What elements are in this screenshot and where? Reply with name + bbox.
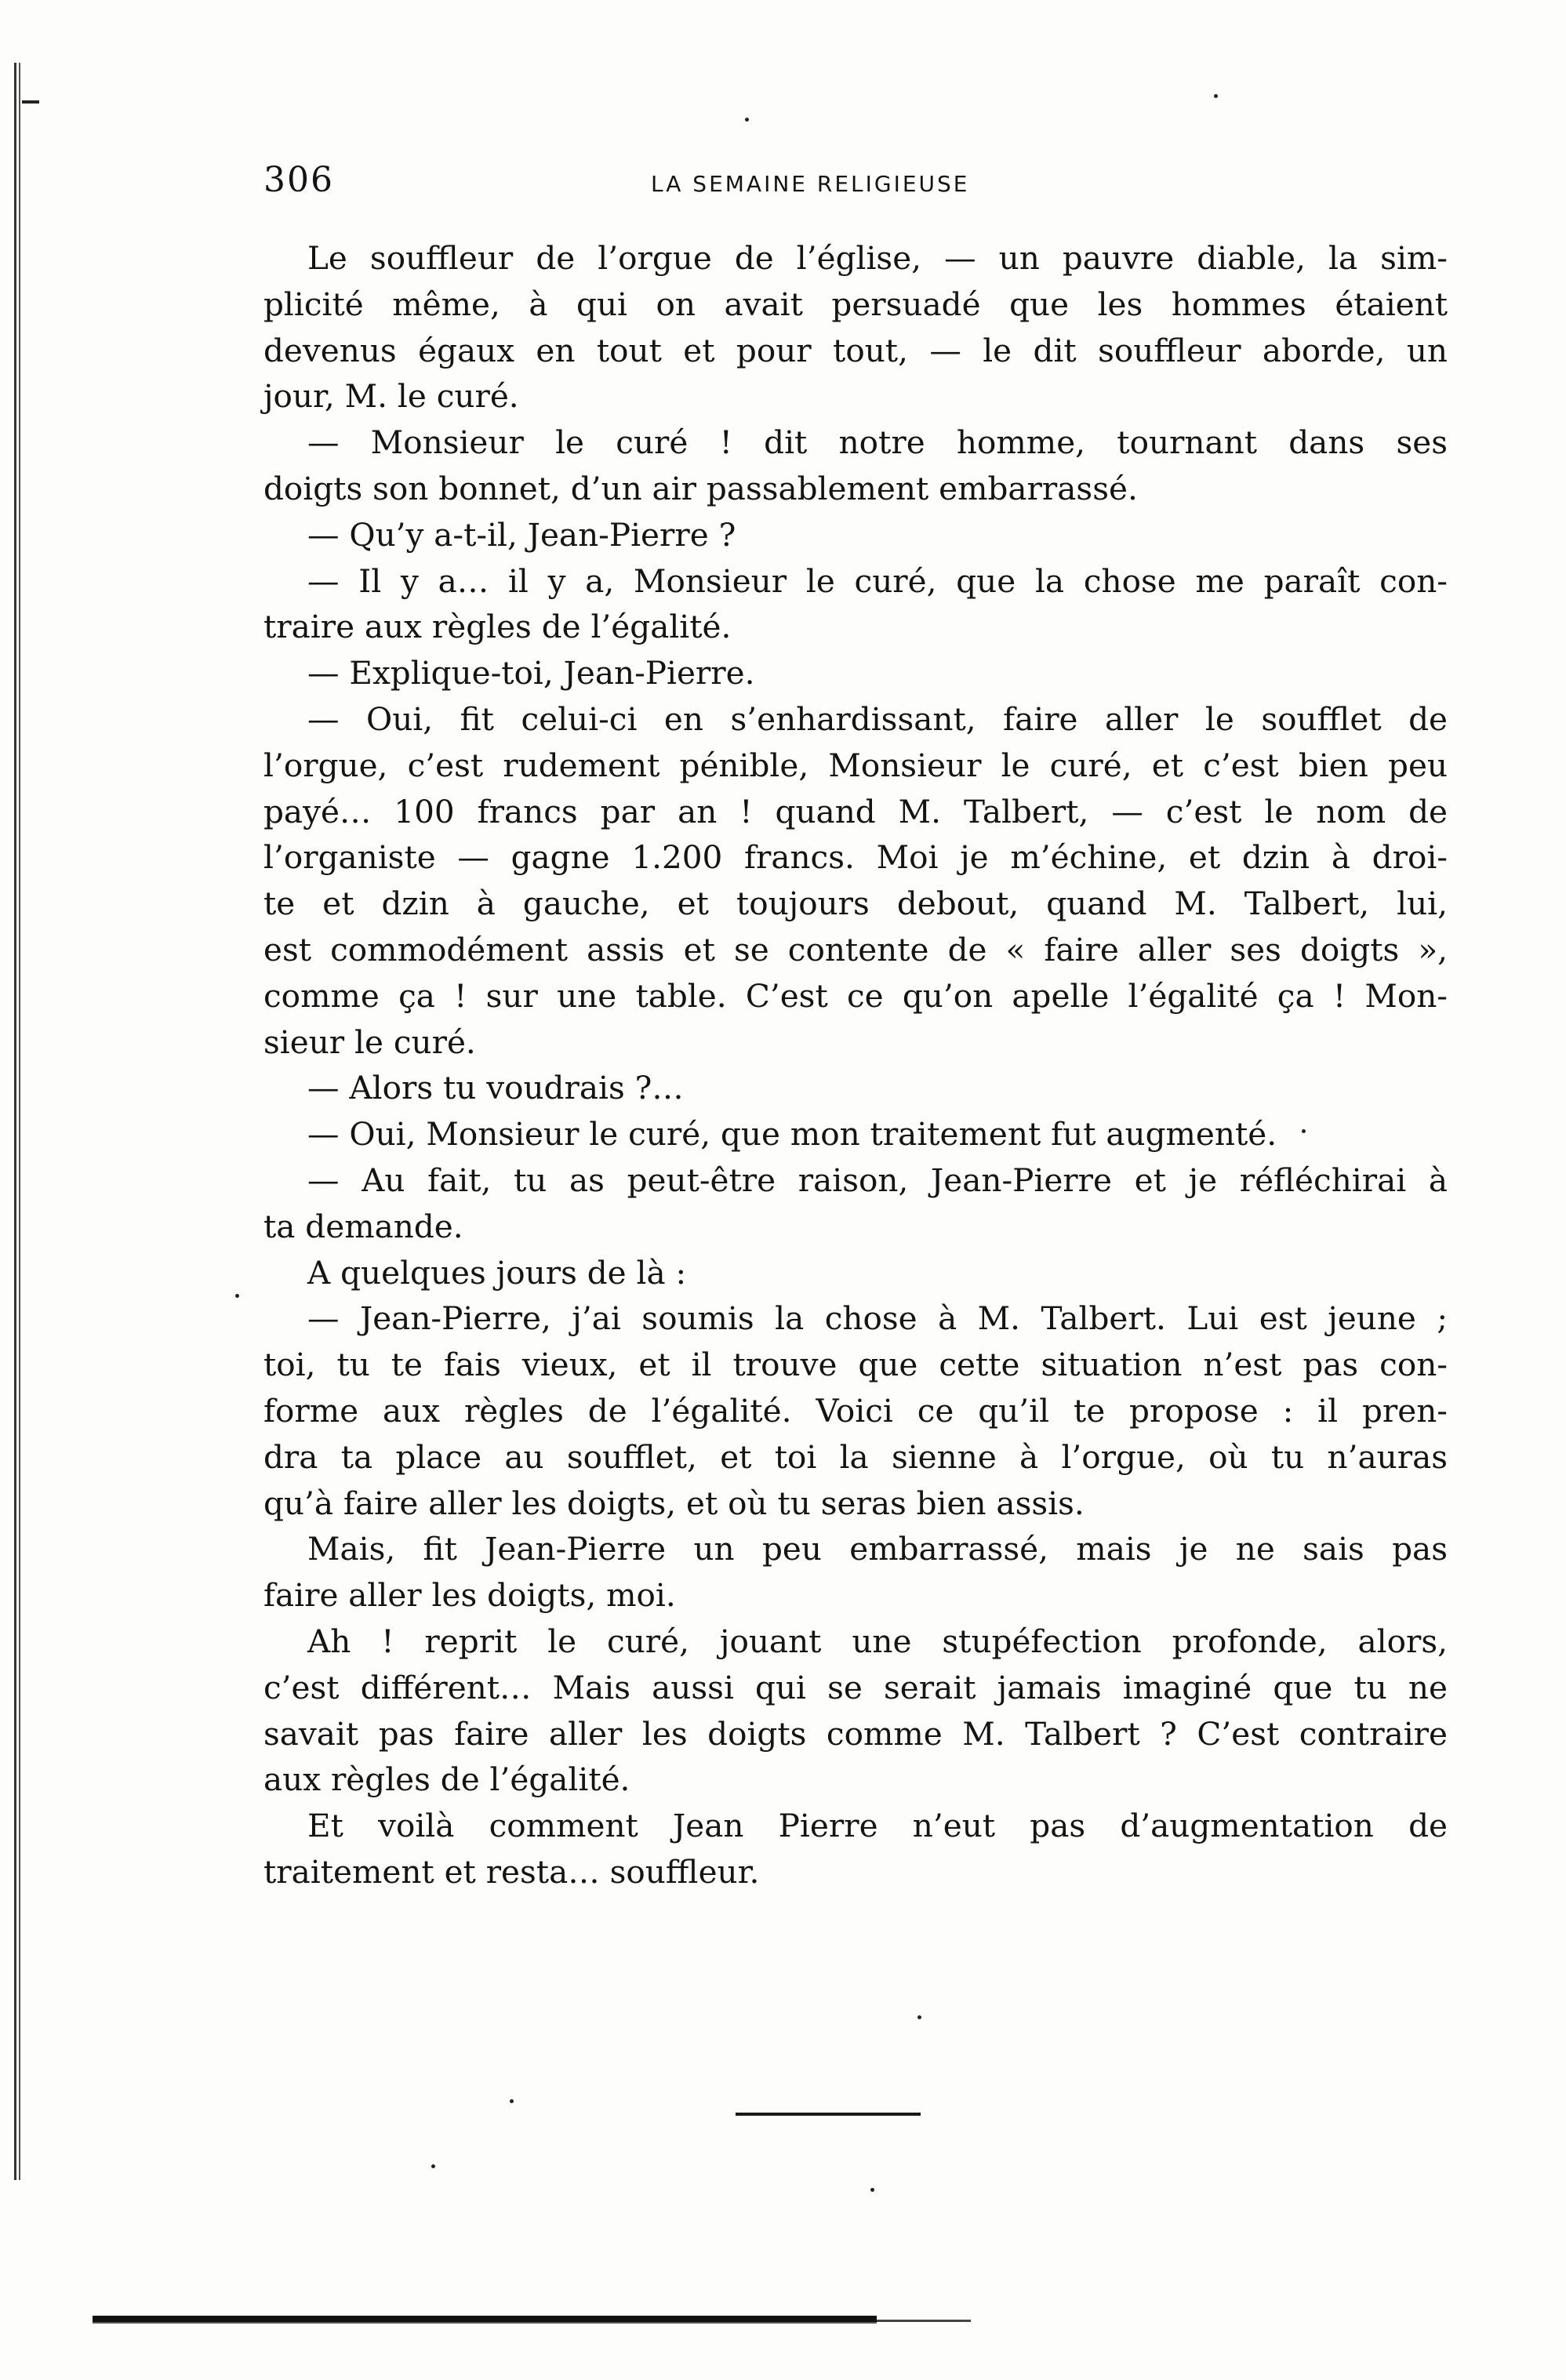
scan-speck xyxy=(235,1294,239,1298)
text-line: te et dzin à gauche, et toujours debout, quand M. Talbert, lui, xyxy=(263,885,1448,923)
scan-speck xyxy=(1302,1129,1306,1133)
scan-speck xyxy=(510,2099,514,2103)
text-line: doigts son bonnet, d’un air passablement embarrassé. xyxy=(263,469,1138,507)
text-line: l’orgue, c’est rudement pénible, Monsieur le curé, et c’est bien peu xyxy=(263,746,1448,784)
text-line: — Qu’y a-t-il, Jean-Pierre ? xyxy=(307,515,736,554)
text-line: c’est différent… Mais aussi qui se serait jamais imaginé que tu ne xyxy=(263,1668,1448,1706)
text-line: l’organiste — gagne 1.200 francs. Moi je m’échine, et dzin à droi- xyxy=(263,838,1448,877)
scan-speck xyxy=(431,2164,435,2168)
text-line: — Au fait, tu as peut-être raison, Jean-Pierre et je réfléchirai à xyxy=(307,1161,1448,1199)
text-line: — Jean-Pierre, j’ai soumis la chose à M. Talbert. Lui est jeune ; xyxy=(307,1299,1448,1338)
text-line: — Il y a… il y a, Monsieur le curé, que la chose me paraît con- xyxy=(307,561,1448,600)
text-line: jour, M. le curé. xyxy=(263,377,519,416)
text-line: Ah ! reprit le curé, jouant une stupéfection profonde, alors, xyxy=(307,1622,1448,1660)
scan-speck xyxy=(917,2015,921,2019)
text-line: — Explique-toi, Jean-Pierre. xyxy=(307,654,755,692)
text-line: Mais, fit Jean-Pierre un peu embarrassé, mais je ne sais pas xyxy=(307,1530,1448,1568)
text-line: devenus égaux en tout et pour tout, — le dit souffleur aborde, un xyxy=(263,331,1448,369)
text-line: plicité même, à qui on avait persuadé que les hommes étaient xyxy=(263,285,1448,323)
scan-bottom-edge-tail xyxy=(877,2320,971,2322)
running-header xyxy=(263,160,1440,207)
text-line: — Alors tu voudrais ?… xyxy=(307,1069,684,1107)
text-line: dra ta place au soufflet, et toi la sienne à l’orgue, où tu n’auras xyxy=(263,1437,1448,1476)
text-line: traire aux règles de l’égalité. xyxy=(263,608,732,646)
text-line: comme ça ! sur une table. C’est ce qu’on apelle l’égalité ça ! Mon- xyxy=(263,976,1448,1015)
text-line: — Oui, Monsieur le curé, que mon traitement fut augmenté. xyxy=(307,1115,1277,1154)
text-line: Le souffleur de l’orgue de l’église, — un pauvre diable, la sim- xyxy=(307,239,1448,277)
text-line: forme aux règles de l’égalité. Voici ce qu’il te propose : il pren- xyxy=(263,1391,1448,1430)
text-line: traitement et resta… souffleur. xyxy=(263,1852,760,1891)
text-line: sieur le curé. xyxy=(263,1023,476,1061)
page-number: 306 xyxy=(263,160,334,200)
binding-edge xyxy=(14,63,22,2180)
text-line: faire aller les doigts, moi. xyxy=(263,1576,676,1615)
text-line: ta demande. xyxy=(263,1207,463,1245)
text-line: savait pas faire aller les doigts comme M. Talbert ? C’est contraire xyxy=(263,1714,1448,1753)
text-line: est commodément assis et se contente de « faire aller ses doigts », xyxy=(263,930,1448,968)
running-title: LA SEMAINE RELIGIEUSE xyxy=(651,171,970,197)
scan-speck xyxy=(870,2188,874,2192)
text-line: aux règles de l’égalité. xyxy=(263,1760,630,1799)
scan-speck xyxy=(745,118,749,122)
text-line: Et voilà comment Jean Pierre n’eut pas d’augmentation de xyxy=(307,1807,1448,1845)
text-line: qu’à faire aller les doigts, et où tu seras bien assis. xyxy=(263,1484,1085,1522)
scan-bottom-edge xyxy=(93,2316,877,2327)
text-line: — Monsieur le curé ! dit notre homme, tournant dans ses xyxy=(307,423,1448,462)
section-separator xyxy=(736,2113,921,2116)
text-line: payé… 100 francs par an ! quand M. Talbert, — c’est le nom de xyxy=(263,792,1448,830)
scan-speck xyxy=(1214,94,1218,98)
text-line: A quelques jours de là : xyxy=(307,1253,687,1292)
text-line: — Oui, fit celui-ci en s’enhardissant, faire aller le soufflet de xyxy=(307,699,1448,738)
text-line: toi, tu te fais vieux, et il trouve que cette situation n’est pas con- xyxy=(263,1346,1448,1384)
binding-mark xyxy=(22,100,39,104)
article-body xyxy=(263,235,1448,1895)
